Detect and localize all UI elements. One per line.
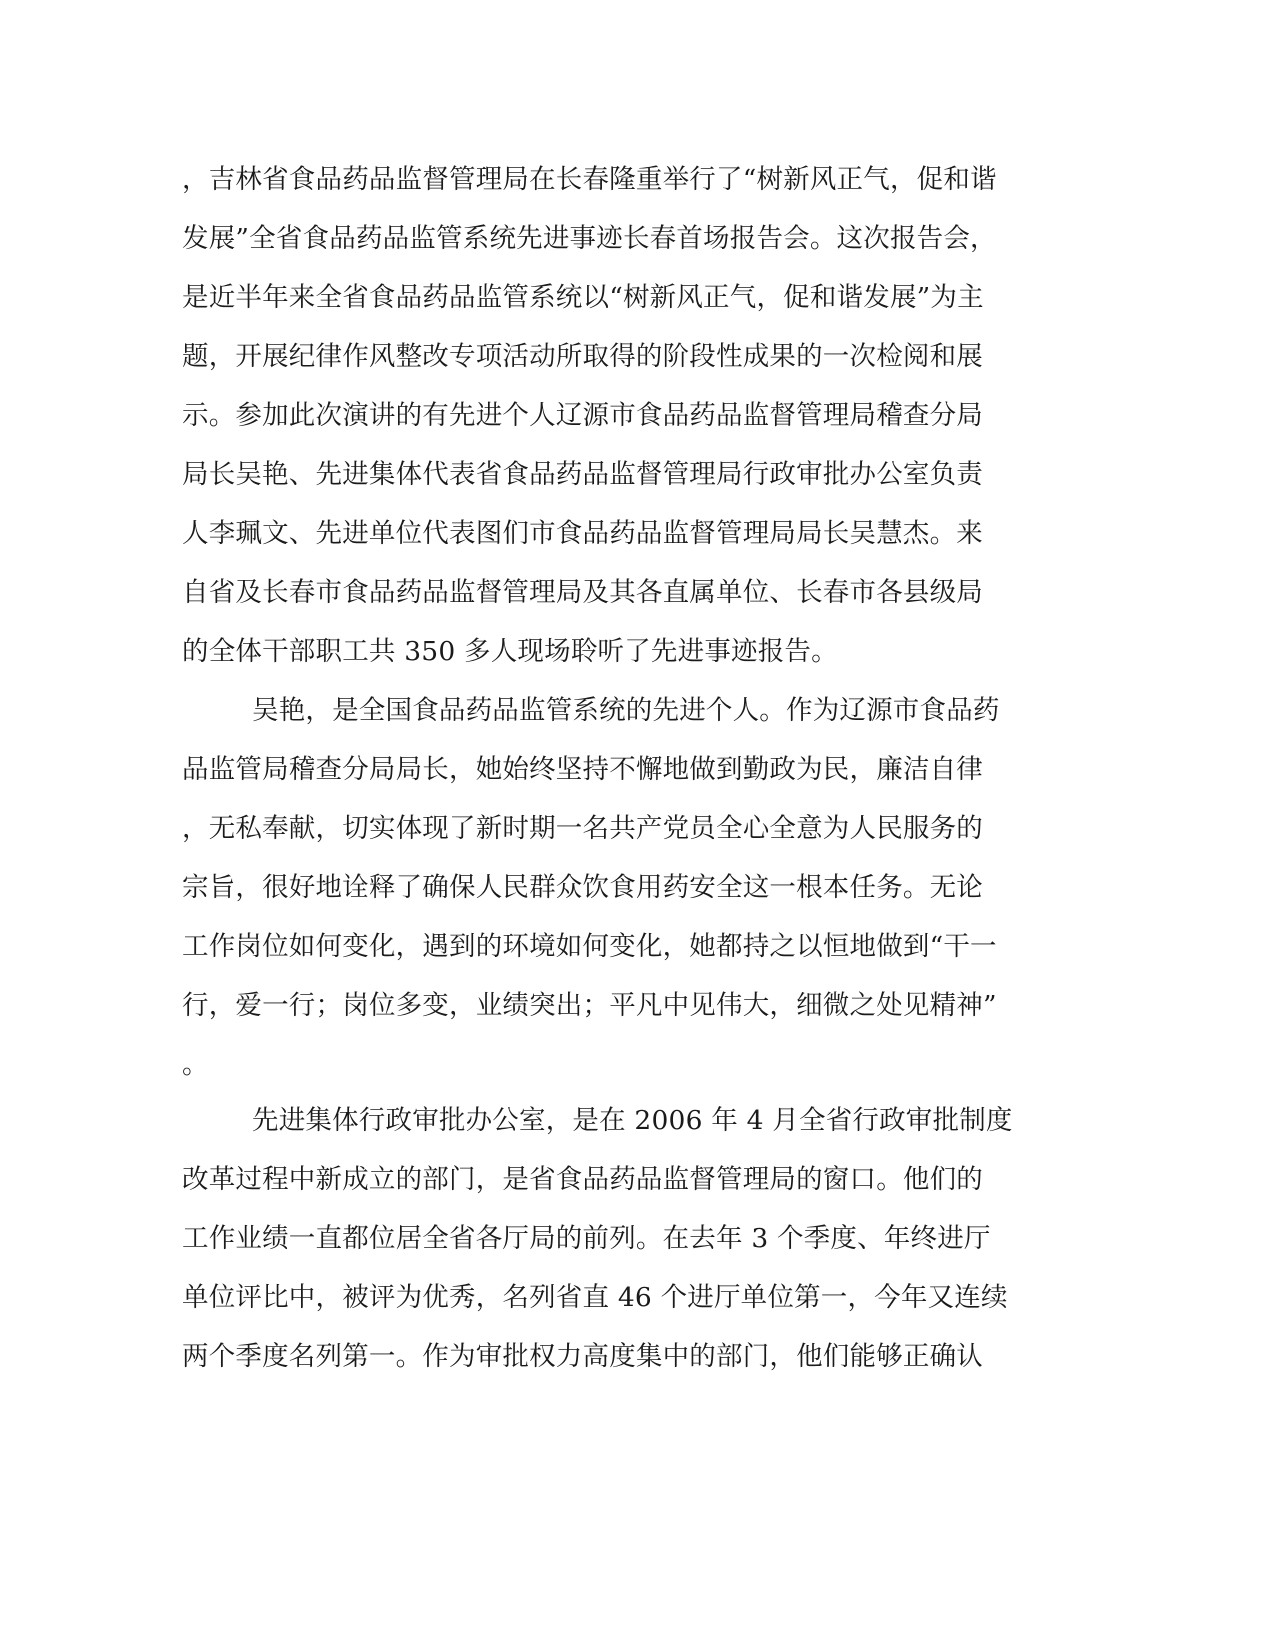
paragraph-line: 工作岗位如何变化，遇到的环境如何变化，她都持之以恒地做到“干一 xyxy=(182,931,997,962)
paragraph-line: ，无私奉献，切实体现了新时期一名共产党员全心全意为人民服务的 xyxy=(182,813,983,844)
paragraph-line: 行，爱一行；岗位多变，业绩突出；平凡中见伟大，细微之处见精神” xyxy=(182,990,997,1021)
paragraph-line: 。 xyxy=(182,1049,209,1080)
paragraph-line: 宗旨，很好地诠释了确保人民群众饮食用药安全这一根本任务。无论 xyxy=(182,872,983,903)
paragraph-line: 示。参加此次演讲的有先进个人辽源市食品药品监督管理局稽查分局 xyxy=(182,400,983,431)
paragraph-line: 改革过程中新成立的部门，是省食品药品监督管理局的窗口。他们的 xyxy=(182,1164,983,1195)
paragraph-line: 的全体干部职工共 350 多人现场聆听了先进事迹报告。 xyxy=(182,636,838,667)
paragraph-line: 先进集体行政审批办公室，是在 2006 年 4 月全省行政审批制度 xyxy=(252,1105,1013,1136)
paragraph-line: 工作业绩一直都位居全省各厅局的前列。在去年 3 个季度、年终进厅 xyxy=(182,1223,991,1254)
paragraph-line: 是近半年来全省食品药品监管系统以“树新风正气，促和谐发展”为主 xyxy=(182,282,984,313)
paragraph-line: 人李珮文、先进单位代表图们市食品药品监督管理局局长吴慧杰。来 xyxy=(182,518,983,549)
paragraph-line: 两个季度名列第一。作为审批权力高度集中的部门，他们能够正确认 xyxy=(182,1341,983,1372)
paragraph-line: 发展”全省食品药品监管系统先进事迹长春首场报告会。这次报告会， xyxy=(182,223,997,254)
paragraph-line: ，吉林省食品药品监督管理局在长春隆重举行了“树新风正气，促和谐 xyxy=(182,164,997,195)
paragraph-line: 题，开展纪律作风整改专项活动所取得的阶段性成果的一次检阅和展 xyxy=(182,341,983,372)
paragraph-line: 自省及长春市食品药品监督管理局及其各直属单位、长春市各县级局 xyxy=(182,577,983,608)
paragraph-line: 品监管局稽查分局局长，她始终坚持不懈地做到勤政为民，廉洁自律 xyxy=(182,754,983,785)
paragraph-line: 局长吴艳、先进集体代表省食品药品监督管理局行政审批办公室负责 xyxy=(182,459,983,490)
paragraph-line: 吴艳，是全国食品药品监管系统的先进个人。作为辽源市食品药 xyxy=(252,695,1000,726)
paragraph-line: 单位评比中，被评为优秀，名列省直 46 个进厅单位第一，今年又连续 xyxy=(182,1282,1008,1313)
